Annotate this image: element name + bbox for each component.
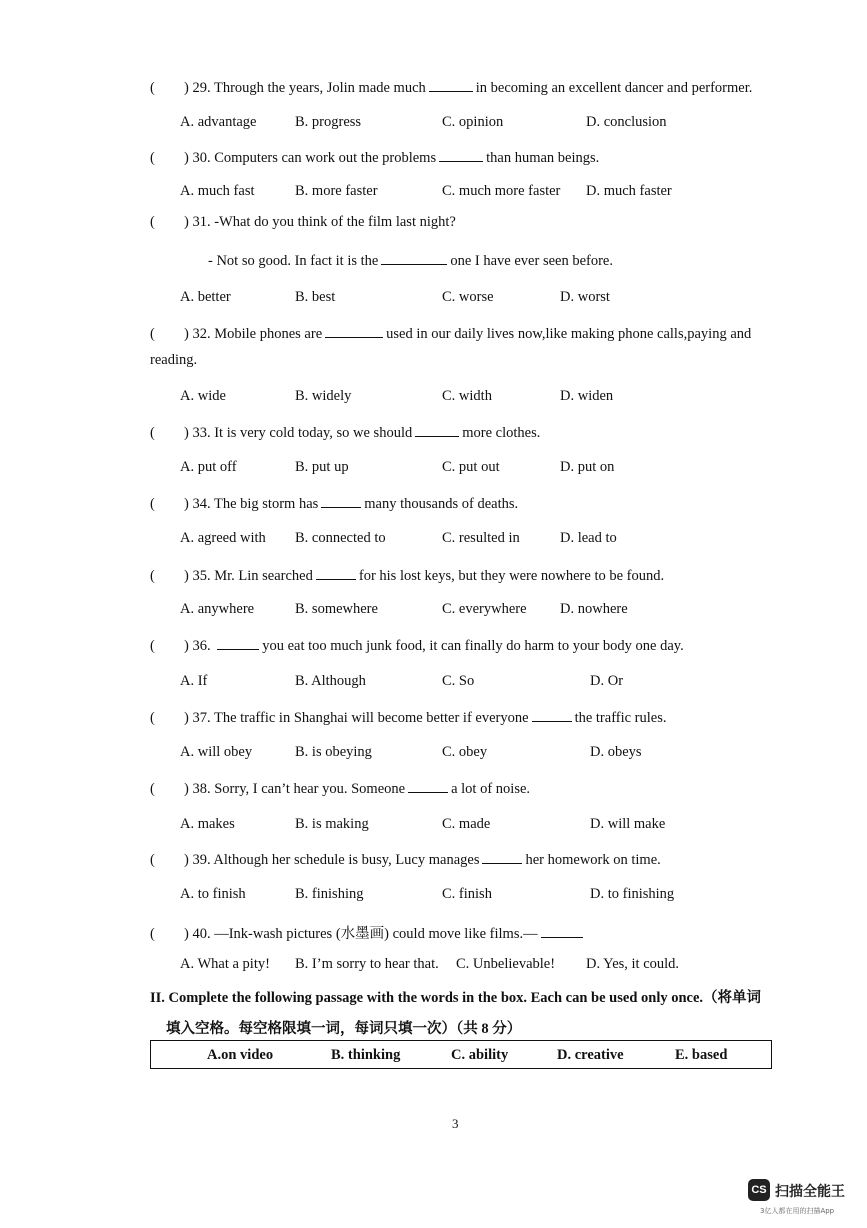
option-d[interactable]: D. much faster [586,183,672,199]
option-d[interactable]: D. Or [590,673,624,689]
option-b[interactable]: B. widely [295,388,352,404]
watermark-subtitle: 3亿人都在用的扫描App [760,1207,835,1215]
word-box-item: B. thinking [331,1047,401,1063]
answer-paren: ( [150,214,155,230]
word-box-item: D. creative [557,1047,624,1063]
answer-blank[interactable] [429,79,473,92]
question-36: ( ) 36. you eat too much junk food, it can finally do harm to your body one day. [150,638,684,654]
word-box-item: A.on video [207,1047,274,1063]
answer-paren: ( [150,638,155,654]
option-b[interactable]: B. I’m sorry to hear that. [295,956,439,972]
answer-paren: ( [150,781,155,797]
option-c[interactable]: C. obey [442,744,488,760]
question-33: ( ) 33. It is very cold today, so we should more clothes. [150,425,541,441]
section-heading-cont: 填入空格。每空格限填一词，每词只填一次）（共 8 分） [166,1021,522,1037]
answer-paren: ( [150,496,155,512]
answer-paren: ( [150,425,155,441]
question-31-reply: - Not so good. In fact it is the one I have ever seen before. [208,253,613,269]
answer-blank[interactable] [217,637,259,650]
page-number: 3 [452,1116,459,1131]
option-b[interactable]: B. connected to [295,530,386,546]
answer-paren: ( [150,710,155,726]
option-c[interactable]: C. opinion [442,114,504,130]
option-d[interactable]: D. nowhere [560,601,628,617]
option-d[interactable]: D. lead to [560,530,617,546]
word-box [150,1040,772,1069]
option-a[interactable]: A. agreed with [180,530,266,546]
answer-blank[interactable] [532,709,572,722]
option-b[interactable]: B. more faster [295,183,378,199]
option-b[interactable]: B. finishing [295,886,364,902]
answer-blank[interactable] [408,780,448,793]
answer-paren: ( [150,150,155,166]
option-b[interactable]: B. progress [295,114,362,130]
option-a[interactable]: A. If [180,673,208,689]
option-c[interactable]: C. Unbelievable! [456,956,556,972]
question-39: ( ) 39. Although her schedule is busy, Lucy manages her homework on time. [150,852,661,868]
question-32: ( ) 32. Mobile phones are used in our daily lives now,like making phone calls,paying and [150,326,752,342]
option-b[interactable]: B. somewhere [295,601,378,617]
option-c[interactable]: C. resulted in [442,530,520,546]
option-a[interactable]: A. will obey [180,744,253,760]
option-c[interactable]: C. finish [442,886,492,902]
answer-paren: ( [150,926,155,942]
camscanner-logo-icon: CS [748,1179,770,1201]
option-d[interactable]: D. Yes, it could. [586,956,680,972]
question-40: ( ) 40. —Ink-wash pictures (水墨画) could move like films.— [150,922,586,943]
word-box-item: E. based [675,1047,728,1063]
option-a[interactable]: A. What a pity! [180,956,270,972]
answer-blank[interactable] [439,149,483,162]
option-a[interactable]: A. to finish [180,886,246,902]
option-c[interactable]: C. made [442,816,491,832]
option-a[interactable]: A. advantage [180,114,257,130]
answer-blank[interactable] [541,925,583,938]
section-heading: II. Complete the following passage with the words in the box. Each can be used only once.（将单词 [150,990,762,1006]
answer-blank[interactable] [381,252,447,265]
question-30: ( ) 30. Computers can work out the problems than human beings. [150,150,600,166]
question-32-continuation: reading. [150,352,198,368]
answer-blank[interactable] [321,495,361,508]
question-31: ( ) 31. -What do you think of the film last night? [150,214,456,230]
watermark-name: 扫描全能王 [775,1184,845,1200]
option-c[interactable]: C. width [442,388,492,404]
option-d[interactable]: D. to finishing [590,886,675,902]
option-b[interactable]: B. best [295,289,336,305]
option-c[interactable]: C. much more faster [442,183,561,199]
question-37: ( ) 37. The traffic in Shanghai will become better if everyone the traffic rules. [150,710,667,726]
option-d[interactable]: D. will make [590,816,666,832]
option-a[interactable]: A. better [180,289,231,305]
option-a[interactable]: A. wide [180,388,226,404]
answer-blank[interactable] [415,424,459,437]
option-a[interactable]: A. put off [180,459,237,475]
word-box-item: C. ability [451,1047,509,1063]
option-b[interactable]: B. Although [295,673,366,689]
option-a[interactable]: A. anywhere [180,601,255,617]
option-d[interactable]: D. worst [560,289,610,305]
question-35: ( ) 35. Mr. Lin searched for his lost keys, but they were nowhere to be found. [150,568,665,584]
question-34: ( ) 34. The big storm has many thousands of deaths. [150,496,519,512]
answer-blank[interactable] [316,567,356,580]
answer-blank[interactable] [482,851,522,864]
option-c[interactable]: C. worse [442,289,494,305]
answer-blank[interactable] [325,325,383,338]
option-b[interactable]: B. is making [295,816,369,832]
option-c[interactable]: C. put out [442,459,500,475]
option-b[interactable]: B. put up [295,459,349,475]
option-b[interactable]: B. is obeying [295,744,372,760]
question-29: ( ) 29. Through the years, Jolin made much in becoming an excellent dancer and performer. [150,80,753,96]
option-d[interactable]: D. obeys [590,744,642,760]
answer-paren: ( [150,852,155,868]
answer-paren: ( [150,326,155,342]
option-d[interactable]: D. put on [560,459,615,475]
option-d[interactable]: D. widen [560,388,614,404]
option-a[interactable]: A. makes [180,816,235,832]
option-d[interactable]: D. conclusion [586,114,667,130]
answer-paren: ( [150,80,155,96]
option-c[interactable]: C. everywhere [442,601,527,617]
option-a[interactable]: A. much fast [180,183,255,199]
question-38: ( ) 38. Sorry, I can’t hear you. Someone a lot of noise. [150,781,531,797]
option-c[interactable]: C. So [442,673,475,689]
answer-paren: ( [150,568,155,584]
